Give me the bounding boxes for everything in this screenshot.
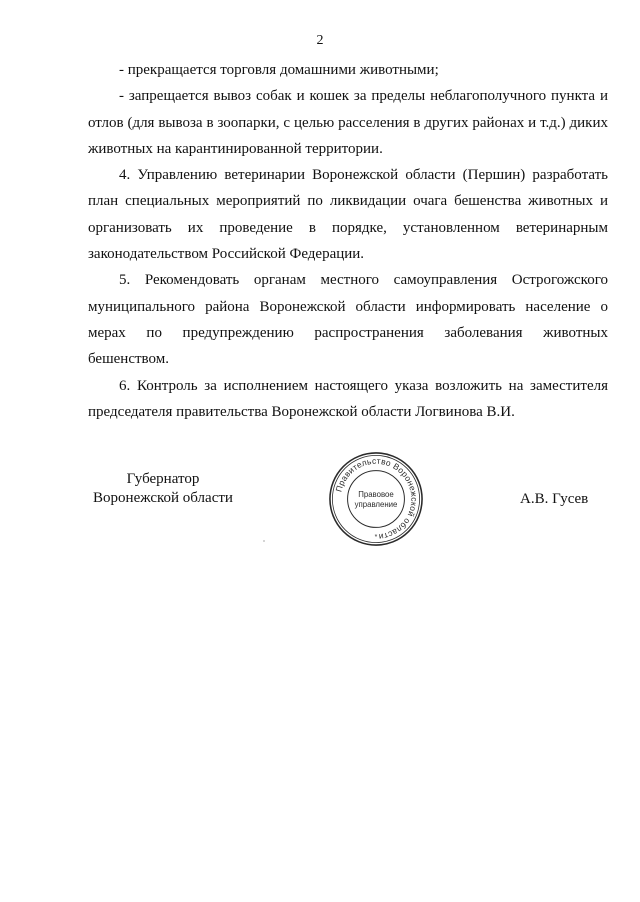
- document-body: [88, 57, 608, 425]
- paragraph-item-5: 5. Рекомендовать органам местного самоуправления Острогожского муниципального района Воронежской области информировать население о мерах по предупреждению распространения заболевания животных бешенством.: [88, 272, 608, 368]
- paragraph-pet-trade-ban: - прекращается торговля домашними животными;: [119, 62, 439, 78]
- page-number: 2: [316, 33, 324, 48]
- signer-position: Губернатор: [126, 471, 200, 487]
- signer-title: [88, 470, 238, 508]
- signature-block: [0, 448, 640, 558]
- paragraph-item-6: 6. Контроль за исполнением настоящего указа возложить на заместителя председателя правительства Воронежской области Логвинова В.И.: [88, 377, 608, 420]
- stamp-inner-line1: Правовое: [358, 490, 394, 500]
- stamp-inner-line2: управление: [354, 499, 398, 509]
- stamp-star-icon: *: [374, 534, 378, 542]
- official-stamp: [327, 450, 425, 548]
- paragraph-export-ban: - запрещается вывоз собак и кошек за пределы неблагополучного пункта и отлов (для вывоза в зоопарки, с целью расселения в других районах и т.д.) диких животных на карантинированной территории.: [88, 88, 608, 157]
- stamp-outer-text: Правительство Воронежской области: [333, 455, 420, 543]
- scan-artifact: [263, 540, 265, 542]
- signer-name: А.В. Гусев: [520, 491, 589, 507]
- paragraph-item-4: 4. Управлению ветеринарии Воронежской области (Першин) разработать план специальных мероприятий по ликвидации очага бешенства животных и организовать их проведение в порядке, установленном ветеринарным законодательством Российской Федерации.: [88, 167, 608, 263]
- signer-region: Воронежской области: [93, 490, 233, 506]
